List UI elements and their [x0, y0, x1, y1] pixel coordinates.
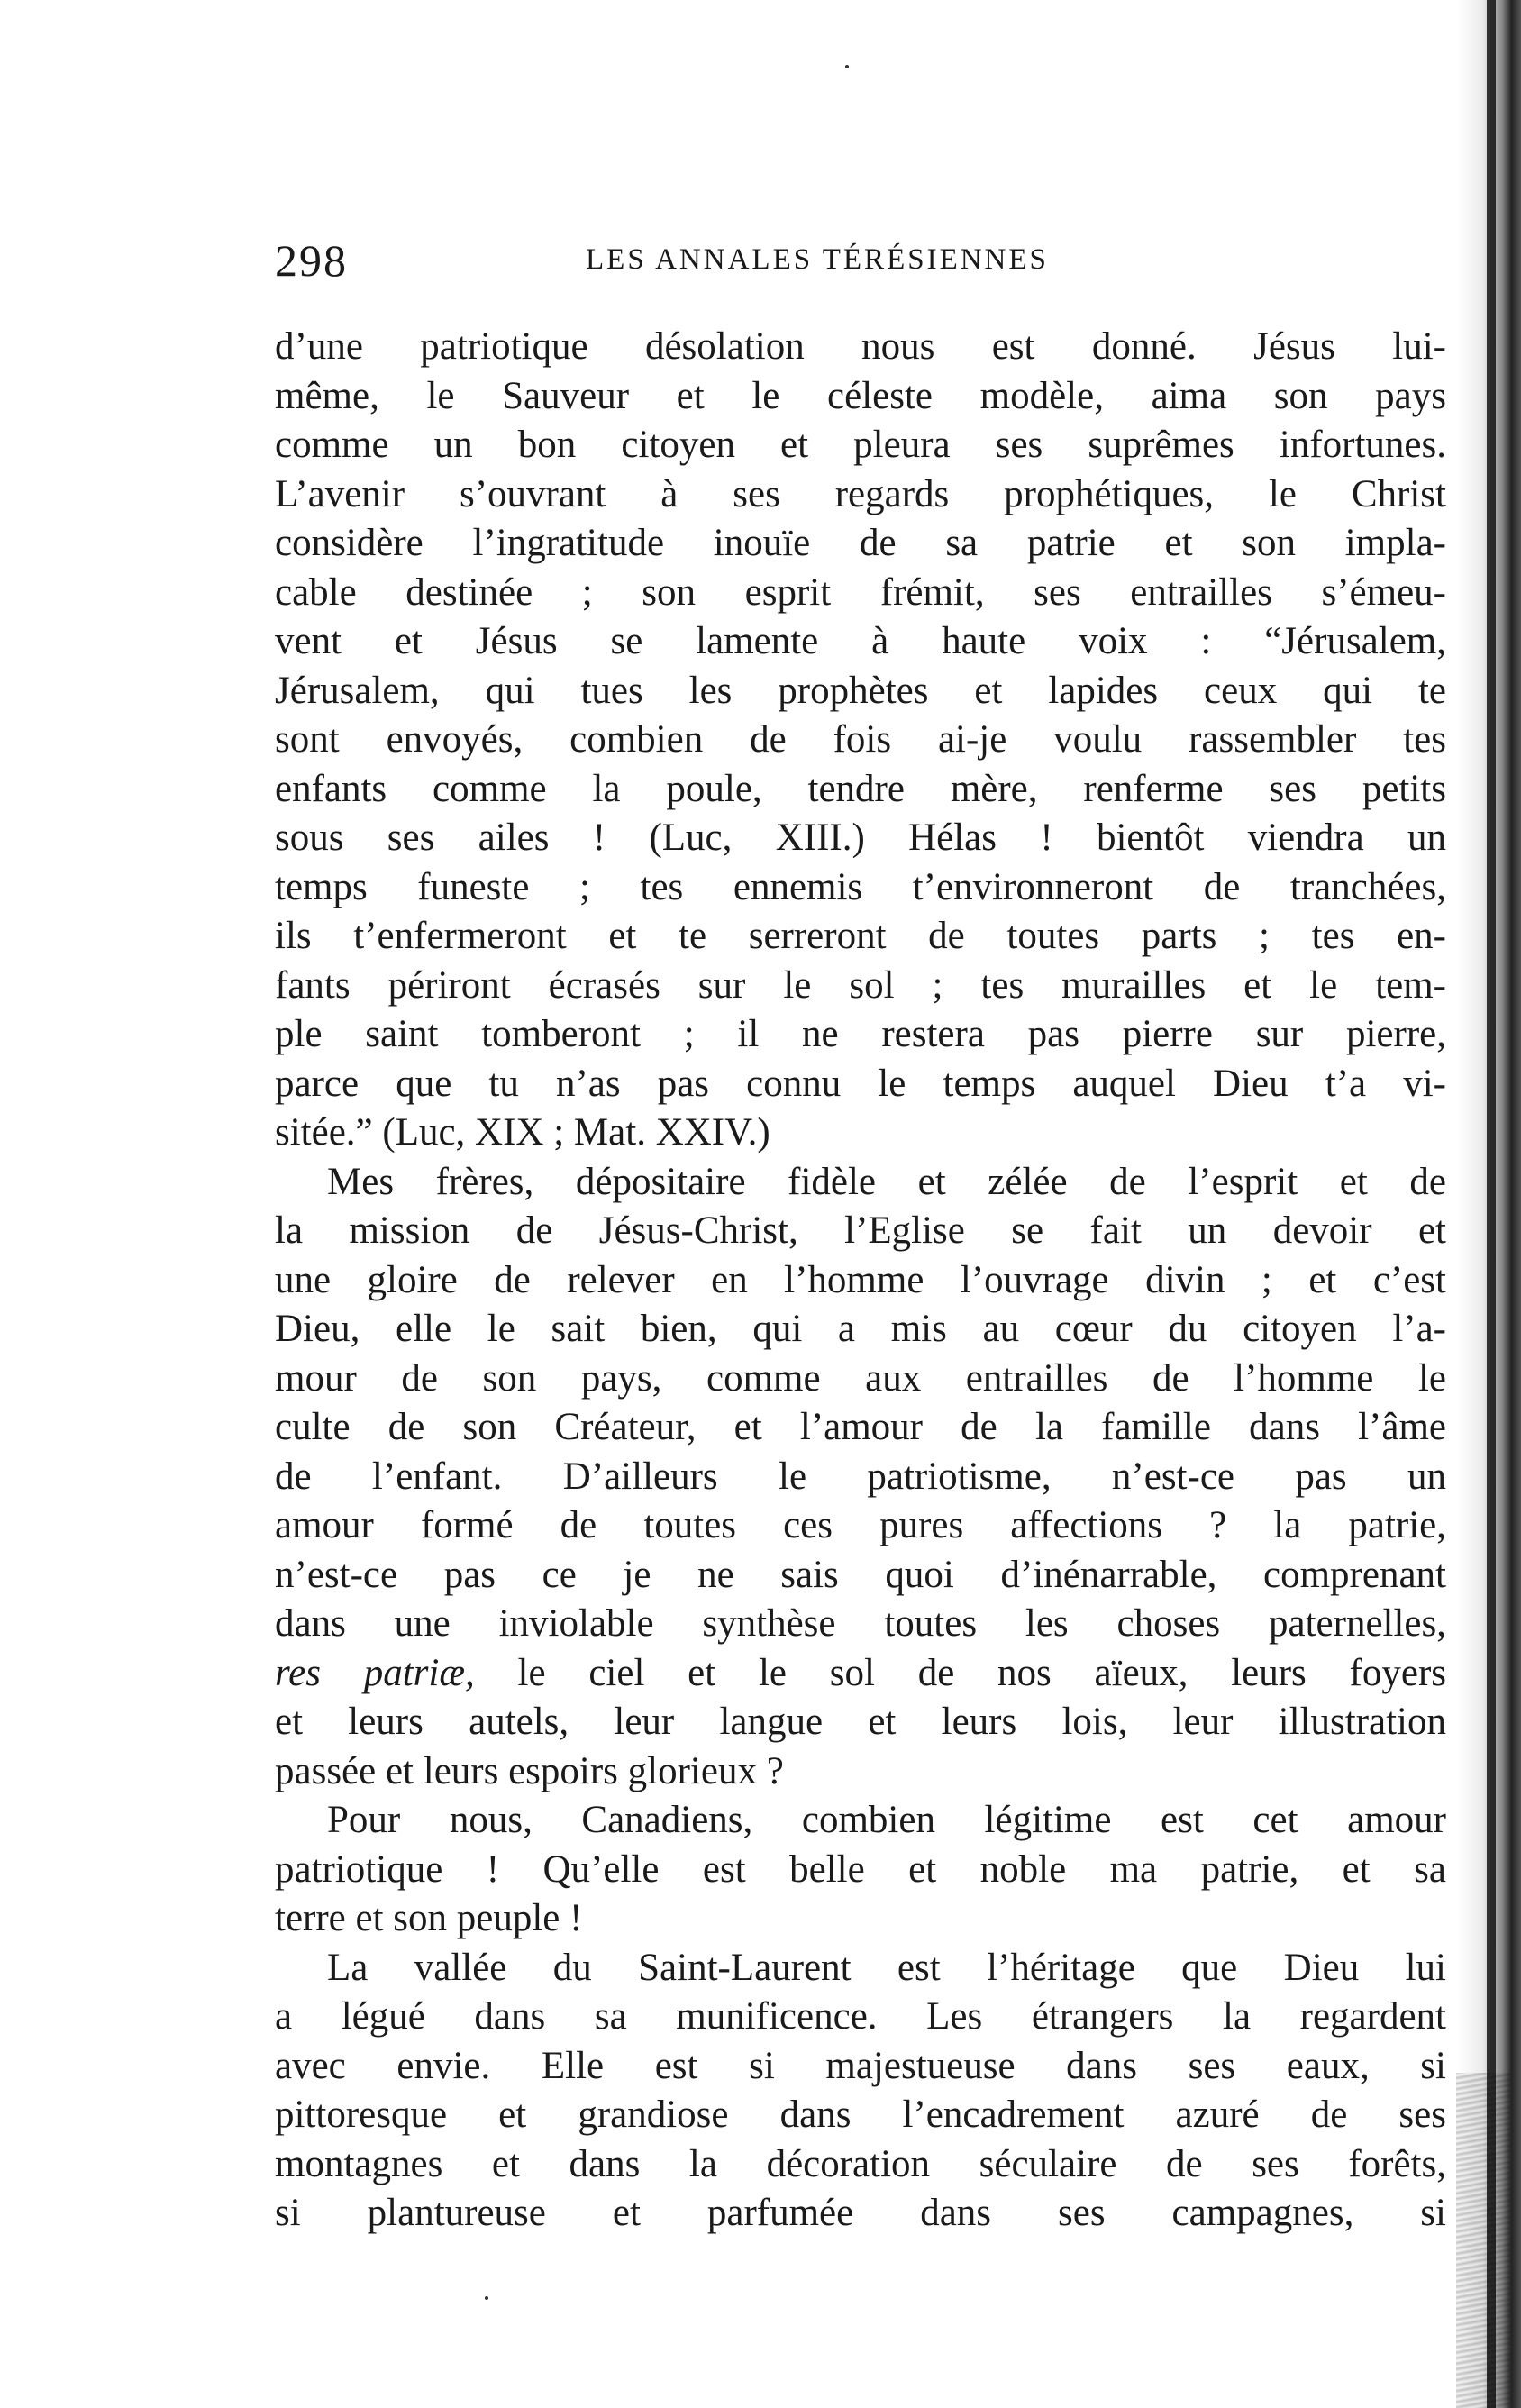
body-text — [275, 323, 1446, 2239]
text-line — [275, 1649, 1446, 1699]
text-line: culte de son Créateur, et l’amour de la famille dans l’âme — [275, 1406, 1446, 1448]
binding-shadow-line — [1487, 0, 1496, 2408]
text-line: terre et son peuple ! — [275, 1897, 583, 1939]
text-line: avec envie. Elle est si majestueuse dans ses eaux, si — [275, 2044, 1446, 2087]
page-number: 298 — [275, 235, 348, 286]
scan-speck — [485, 2296, 488, 2300]
text-line: La vallée du Saint-Laurent est l’héritage que Dieu lui — [327, 1946, 1446, 1989]
text-line: passée et leurs espoirs glorieux ? — [275, 1749, 784, 1792]
text-line: Mes frères, dépositaire fidèle et zélée de l’esprit et de — [327, 1160, 1446, 1203]
text-line: Dieu, elle le sait bien, qui a mis au cœur du citoyen l’a- — [275, 1308, 1446, 1350]
text-line: de l’enfant. D’ailleurs le patriotisme, n’est-ce pas un — [275, 1455, 1446, 1498]
text-line: la mission de Jésus-Christ, l’Eglise se fait un devoir et — [275, 1209, 1446, 1252]
text-line: et leurs autels, leur langue et leurs lois, leur illustration — [275, 1701, 1446, 1743]
binding-speckle — [1456, 2073, 1510, 2408]
text-line: même, le Sauveur et le céleste modèle, aima son pays — [275, 374, 1446, 417]
text-line: comme un bon citoyen et pleura ses suprêmes infortunes. — [275, 424, 1446, 466]
running-title: LES ANNALES TÉRÉSIENNES — [586, 243, 1049, 276]
text-line: temps funeste ; tes ennemis t’environneront de tranchées, — [275, 865, 1446, 908]
text-line: considère l’ingratitude inouïe de sa patrie et son impla- — [275, 522, 1446, 564]
text-line: amour formé de toutes ces pures affections ? la patrie, — [275, 1504, 1446, 1546]
text-line: vent et Jésus se lamente à haute voix : “Jérusalem, — [275, 620, 1446, 662]
page-header — [275, 234, 1446, 288]
text-line: a légué dans sa munificence. Les étrangers la regardent — [275, 1995, 1446, 2038]
text-line: parce que tu n’as pas connu le temps auquel Dieu t’a vi- — [275, 1062, 1446, 1105]
text-line: sous ses ailes ! (Luc, XIII.) Hélas ! bientôt viendra un — [275, 816, 1446, 859]
text-line: montagnes et dans la décoration séculaire de ses forêts, — [275, 2142, 1446, 2185]
text-line: enfants comme la poule, tendre mère, renferme ses petits — [275, 767, 1446, 810]
text-line: patriotique ! Qu’elle est belle et noble ma patrie, et sa — [275, 1847, 1446, 1891]
text-line: pittoresque et grandiose dans l’encadrement azuré de ses — [275, 2093, 1446, 2136]
text-line: mour de son pays, comme aux entrailles de l’homme le — [275, 1356, 1446, 1400]
text-line: sitée.” (Luc, XIX ; Mat. XXIV.) — [275, 1111, 770, 1154]
text-line: ils t’enfermeront et te serreront de toutes parts ; tes en- — [275, 915, 1446, 957]
italic-phrase: res patriæ, — [275, 1651, 475, 1694]
line-text: le ciel et le sol de nos aïeux, leurs foyers — [474, 1651, 1446, 1694]
scan-speck — [845, 65, 849, 68]
text-line: Pour nous, Canadiens, combien légitime est cet amour — [327, 1799, 1446, 1841]
text-line: Jérusalem, qui tues les prophètes et lapides ceux qui te — [275, 669, 1446, 712]
text-line: n’est-ce pas ce je ne sais quoi d’inénarrable, comprenant — [275, 1553, 1446, 1596]
text-line: sont envoyés, combien de fois ai-je voulu rassembler tes — [275, 718, 1446, 761]
text-line: fants périront écrasés sur le sol ; tes murailles et le tem- — [275, 963, 1446, 1007]
text-line: cable destinée ; son esprit frémit, ses entrailles s’émeu- — [275, 570, 1446, 614]
text-line: L’avenir s’ouvrant à ses regards prophétiques, le Christ — [275, 472, 1446, 515]
text-line: ple saint tomberont ; il ne restera pas pierre sur pierre, — [275, 1013, 1446, 1055]
text-line: une gloire de relever en l’homme l’ouvrage divin ; et c’est — [275, 1258, 1446, 1301]
text-line: si plantureuse et parfumée dans ses campagnes, si — [275, 2192, 1446, 2234]
text-line: d’une patriotique désolation nous est donné. Jésus lui- — [275, 325, 1446, 368]
text-line: dans une inviolable synthèse toutes les choses paternelles, — [275, 1602, 1446, 1645]
